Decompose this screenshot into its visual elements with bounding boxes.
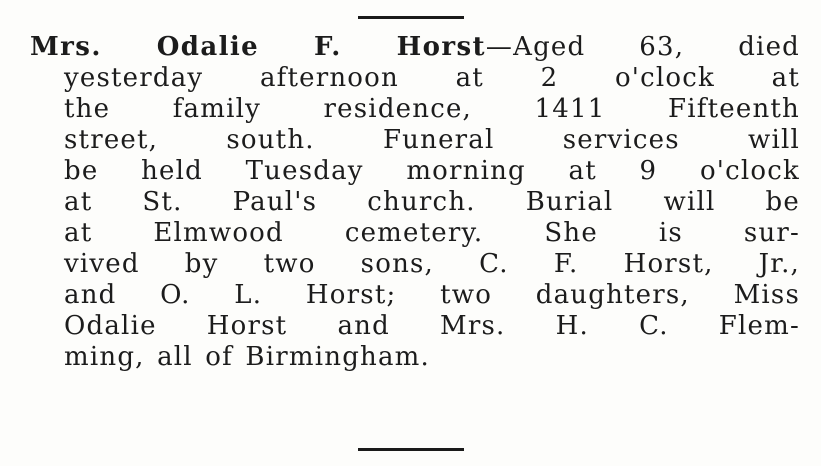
article-line-6: at St. Paul's church. Burial will be xyxy=(64,187,800,217)
article-line-9: and O. L. Horst; two daughters, Miss xyxy=(64,280,800,310)
article-line-4: street, south. Funeral services will xyxy=(64,125,800,155)
obituary-headline: Mrs. Odalie F. Horst xyxy=(30,32,486,62)
bottom-column-rule xyxy=(358,448,464,451)
article-line-10: Odalie Horst and Mrs. H. C. Flem- xyxy=(64,311,800,341)
article-line-3: the family residence, 1411 Fifteenth xyxy=(64,94,800,124)
obituary-article xyxy=(30,32,800,373)
article-line-11: ming, all of Birmingham. xyxy=(64,342,430,372)
article-line-2: yesterday afternoon at 2 o'clock at xyxy=(64,63,800,93)
article-line-8: vived by two sons, C. F. Horst, Jr., xyxy=(64,249,800,279)
article-line-7: at Elmwood cemetery. She is sur- xyxy=(64,218,800,248)
top-column-rule xyxy=(358,16,464,19)
article-text-line: Aged 63, died xyxy=(513,32,800,62)
article-line-1 xyxy=(30,32,800,63)
em-dash: — xyxy=(485,32,514,62)
article-line-5: be held Tuesday morning at 9 o'clock xyxy=(64,156,800,186)
